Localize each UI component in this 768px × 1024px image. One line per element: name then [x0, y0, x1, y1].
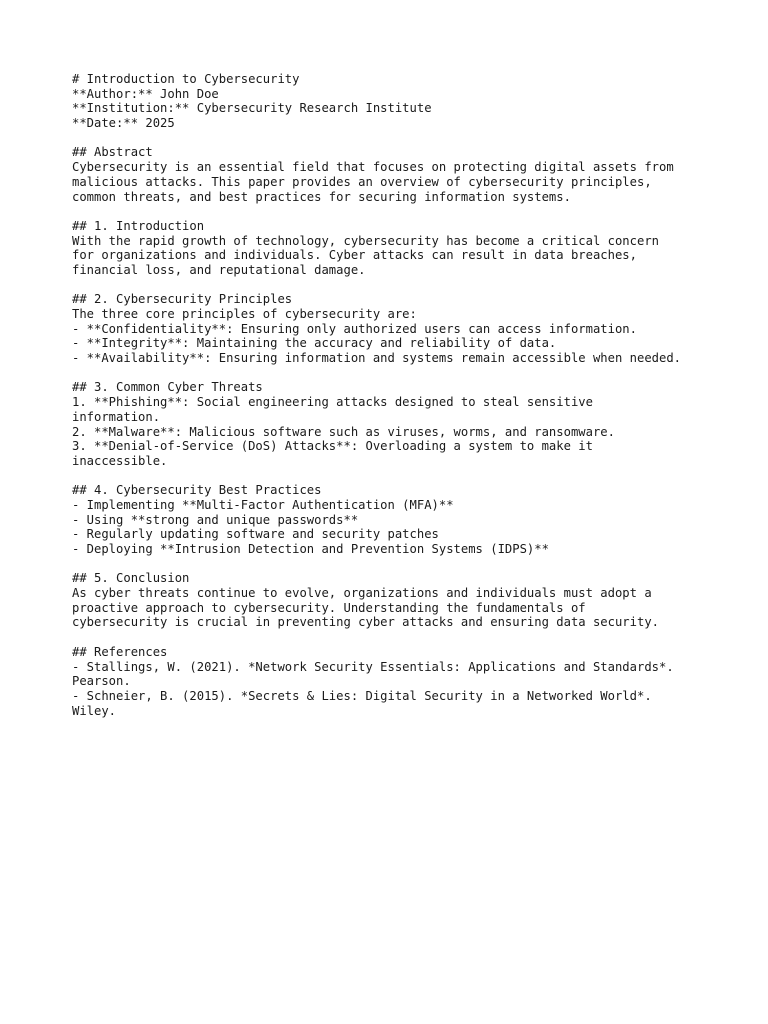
text-line: financial loss, and reputational damage. [72, 262, 366, 277]
text-line: With the rapid growth of technology, cybersecurity has become a critical concern [72, 233, 659, 248]
list-item: - Implementing **Multi-Factor Authentication (MFA)** [72, 497, 454, 512]
text-line: The three core principles of cybersecurity are: [72, 307, 417, 321]
text-line: information. [72, 409, 161, 424]
text-line: malicious attacks. This paper provides an overview of cybersecurity principles, [72, 174, 652, 189]
principles-section [72, 292, 712, 365]
text-line: As cyber threats continue to evolve, organizations and individuals must adopt a [72, 586, 652, 601]
section-spacer [72, 278, 712, 293]
abstract-section [72, 145, 712, 204]
list-item: - **Integrity**: Maintaining the accuracy and reliability of data. [72, 336, 557, 351]
section-spacer [72, 204, 712, 219]
section-spacer [72, 366, 712, 381]
section-spacer [72, 469, 712, 484]
reference-item: - Stallings, W. (2021). *Network Security Essentials: Applications and Standards*. [72, 659, 674, 674]
text-line: Pearson. [72, 674, 131, 689]
document-page [72, 72, 712, 718]
section-spacer [72, 557, 712, 572]
text-line: cybersecurity is crucial in preventing cyber attacks and ensuring data security. [72, 615, 659, 630]
references-section [72, 645, 712, 718]
section-heading: ## 1. Introduction [72, 218, 205, 233]
list-item: - **Availability**: Ensuring information and systems remain accessible when needed. [72, 351, 682, 366]
institution-line: **Institution:** Cybersecurity Research Institute [72, 101, 432, 116]
list-item: 3. **Denial-of-Service (DoS) Attacks**: Overloading a system to make it [72, 439, 593, 454]
list-item: - Deploying **Intrusion Detection and Prevention Systems (IDPS)** [72, 542, 549, 556]
best-practices-section [72, 483, 712, 556]
section-heading: ## 3. Common Cyber Threats [72, 380, 263, 395]
text-line: common threats, and best practices for securing information systems. [72, 189, 571, 204]
text-line: proactive approach to cybersecurity. Understanding the fundamentals of [72, 600, 586, 615]
document-title: # Introduction to Cybersecurity [72, 72, 300, 86]
reference-item: - Schneier, B. (2015). *Secrets & Lies: Digital Security in a Networked World*. [72, 688, 652, 703]
introduction-section [72, 219, 712, 278]
section-spacer [72, 630, 712, 645]
conclusion-section [72, 571, 712, 630]
text-line: Cybersecurity is an essential field that focuses on protecting digital assets from [72, 160, 674, 175]
text-line: for organizations and individuals. Cyber attacks can result in data breaches, [72, 248, 637, 263]
threats-section [72, 380, 712, 468]
section-heading: ## Abstract [72, 145, 153, 160]
author-line: **Author:** John Doe [72, 86, 219, 101]
section-spacer [72, 131, 712, 146]
list-item: 1. **Phishing**: Social engineering attacks designed to steal sensitive [72, 395, 593, 410]
list-item: - Regularly updating software and security patches [72, 527, 439, 542]
document-header [72, 72, 712, 131]
section-heading: ## 2. Cybersecurity Principles [72, 292, 293, 307]
list-item: - **Confidentiality**: Ensuring only authorized users can access information. [72, 321, 637, 336]
list-item: 2. **Malware**: Malicious software such as viruses, worms, and ransomware. [72, 424, 615, 439]
section-heading: ## References [72, 644, 168, 659]
text-line: Wiley. [72, 703, 117, 718]
text-line: inaccessible. [72, 453, 168, 468]
list-item: - Using **strong and unique passwords** [72, 512, 359, 527]
section-heading: ## 4. Cybersecurity Best Practices [72, 483, 322, 498]
date-line: **Date:** 2025 [72, 116, 175, 131]
section-heading: ## 5. Conclusion [72, 571, 190, 586]
